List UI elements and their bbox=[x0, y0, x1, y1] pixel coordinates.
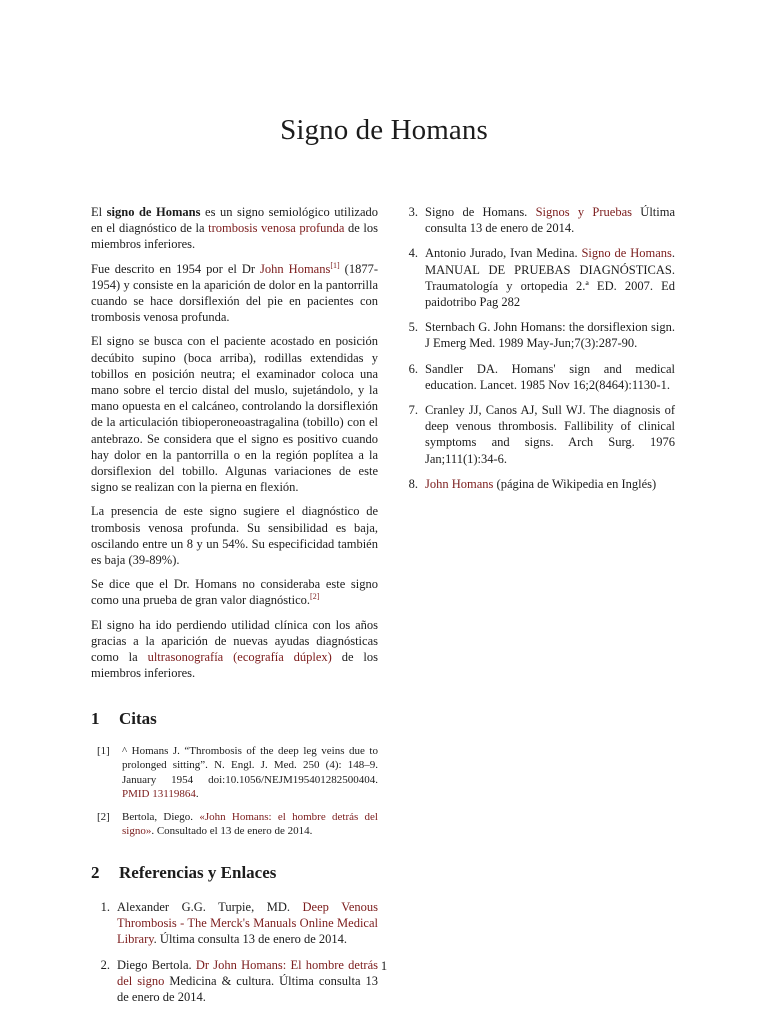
reference-text: John Homans (página de Wikipedia en Inglés) bbox=[425, 476, 657, 491]
section-number: 1 bbox=[91, 709, 100, 729]
citation-label: [1] bbox=[97, 744, 110, 757]
reference-item bbox=[91, 899, 378, 948]
intro-paragraph-6 bbox=[91, 617, 378, 682]
reference-text: Sternbach G. John Homans: the dorsiflexion sign. J Emerg Med. 1989 May-Jun;7(3):287-90. bbox=[425, 320, 675, 351]
citation-ref-1[interactable]: [1] bbox=[330, 260, 340, 270]
section-title: Referencias y Enlaces bbox=[119, 862, 277, 882]
text: El bbox=[91, 205, 107, 219]
intro-paragraph-3: El signo se busca con el paciente acostado en posición decúbito supino (boca arriba), rodillas extendidas y tobillos en posición neutra; el examinador coloca una mano sobre el tercio distal del muslo, sujetándolo, y la mano opuesta en el calcáneo, controlando la dorsiflexión de la articulación tibioperoneoastragalina (tobillo) con el antebrazo. Se considera que el signo es positivo cuando hay dolor en la pantorrilla o en la región poplítea a la dorsiflexion del tobillo. Algunas variaciones de este signo se realizan con la pierna en flexión. bbox=[91, 334, 378, 495]
reference-item bbox=[398, 245, 675, 310]
section-title: Citas bbox=[119, 709, 157, 729]
reference-link[interactable]: Dr John Homans: El hombre detrás del signo bbox=[117, 957, 379, 988]
reference-number: 2. bbox=[100, 957, 110, 972]
citation-label: [2] bbox=[97, 810, 110, 823]
reference-item bbox=[398, 402, 675, 467]
page-title: Signo de Homans bbox=[280, 114, 488, 146]
reference-number: 1. bbox=[100, 899, 110, 914]
citation-item bbox=[91, 810, 378, 839]
reference-text: Antonio Jurado, Ivan Medina. Signo de Homans. MANUAL DE PRUEBAS DIAGNÓSTICAS. Traumatología y ortopedia 2.ª ED. 2007. Ed paidotribo Pag 282 bbox=[425, 246, 675, 310]
text: El signo ha ido perdiendo utilidad clínica con los años gracias a la aparición de nuevas ayudas diagnósticas como la bbox=[91, 617, 378, 665]
section-heading-citas bbox=[91, 711, 378, 727]
text: de los miembros inferiores. bbox=[91, 650, 378, 681]
bold-term: signo de Homans bbox=[106, 205, 201, 219]
reference-number: 8. bbox=[408, 476, 418, 491]
reference-text: Sandler DA. Homans' sign and medical education. Lancet. 1985 Nov 16;2(8464):1130-1. bbox=[425, 361, 675, 392]
page-number: 1 bbox=[380, 959, 388, 973]
text: de los miembros inferiores. bbox=[91, 221, 378, 252]
text: (1877-1954) y consiste en la aparición de dolor en la pantorrilla cuando se hace dorsiflexión del pie en pacientes con trombosis venosa profunda. bbox=[91, 261, 379, 325]
text: Fue descrito en 1954 por el Dr bbox=[91, 261, 261, 276]
reference-number: 4. bbox=[408, 246, 418, 261]
citation-link[interactable]: «John Homans: el hombre detrás del signo» bbox=[122, 810, 378, 838]
text: es un signo semiológico utilizado en el diagnóstico de la bbox=[91, 205, 379, 236]
link-john-homans[interactable]: John Homans bbox=[260, 261, 331, 276]
link-ultrasonografia[interactable]: ultrasonografía (ecografía dúplex) bbox=[147, 650, 332, 665]
reference-text: Cranley JJ, Canos AJ, Sull WJ. The diagnosis of deep venous thrombosis. Fallibility of clinical symptoms and signs. Arch Surg. 1976 Jan;111(1):34-6. bbox=[425, 403, 675, 466]
reference-link[interactable]: Signo de Homans bbox=[581, 246, 672, 261]
reference-text: Alexander G.G. Turpie, MD. Deep Venous Thrombosis - The Merck's Manuals Online Medical Library. Última consulta 13 de enero de 2014. bbox=[117, 899, 378, 947]
reference-text: Diego Bertola. Dr John Homans: El hombre detrás del signo Medicina & cultura. Última consulta 13 de enero de 2014. bbox=[117, 957, 379, 1004]
section-number: 2 bbox=[91, 862, 100, 882]
citation-item bbox=[91, 744, 378, 802]
citation-text: ^ Homans J. “Thrombosis of the deep leg veins due to prolonged sitting”. N. Engl. J. Med. 250 (4): 148–9. January 1954 doi:10.1056/NEJM195401282500404. PMID 13119864. bbox=[122, 744, 378, 801]
reference-item bbox=[398, 476, 675, 492]
reference-number: 3. bbox=[408, 205, 418, 219]
section-heading-referencias bbox=[91, 862, 378, 882]
right-column bbox=[398, 204, 675, 501]
intro-paragraph-1 bbox=[91, 204, 378, 253]
intro-paragraph-5 bbox=[91, 576, 378, 608]
reference-link[interactable]: John Homans bbox=[425, 476, 494, 491]
citation-link[interactable]: PMID 13119864 bbox=[122, 788, 196, 801]
reference-number: 5. bbox=[408, 320, 418, 335]
reference-number: 7. bbox=[408, 403, 418, 418]
citation-ref-2[interactable]: [2] bbox=[310, 592, 320, 602]
reference-link[interactable]: Signos y Pruebas bbox=[535, 205, 633, 219]
reference-text: Signo de Homans. Signos y Pruebas Última consulta 13 de enero de 2014. bbox=[425, 205, 676, 236]
reference-item bbox=[398, 204, 675, 236]
intro-paragraph-4: La presencia de este signo sugiere el diagnóstico de trombosis venosa profunda. Su sensibilidad es baja, oscilando entre un 8 y un 54%. Su especificidad también es baja (39-89%). bbox=[91, 504, 378, 568]
citation-text: Bertola, Diego. «John Homans: el hombre detrás del signo». Consultado el 13 de enero de 2014. bbox=[122, 810, 378, 838]
reference-item bbox=[398, 361, 675, 393]
left-column bbox=[91, 204, 378, 1014]
link-trombosis-venosa-profunda[interactable]: trombosis venosa profunda bbox=[208, 221, 345, 236]
reference-number: 6. bbox=[408, 361, 418, 376]
reference-item bbox=[398, 319, 675, 351]
text: Se dice que el Dr. Homans no consideraba este signo como una prueba de gran valor diagnóstico. bbox=[91, 577, 378, 608]
reference-link[interactable]: Deep Venous Thrombosis - The Merck's Manuals Online Medical Library bbox=[117, 899, 378, 947]
intro-paragraph-2 bbox=[91, 261, 378, 326]
